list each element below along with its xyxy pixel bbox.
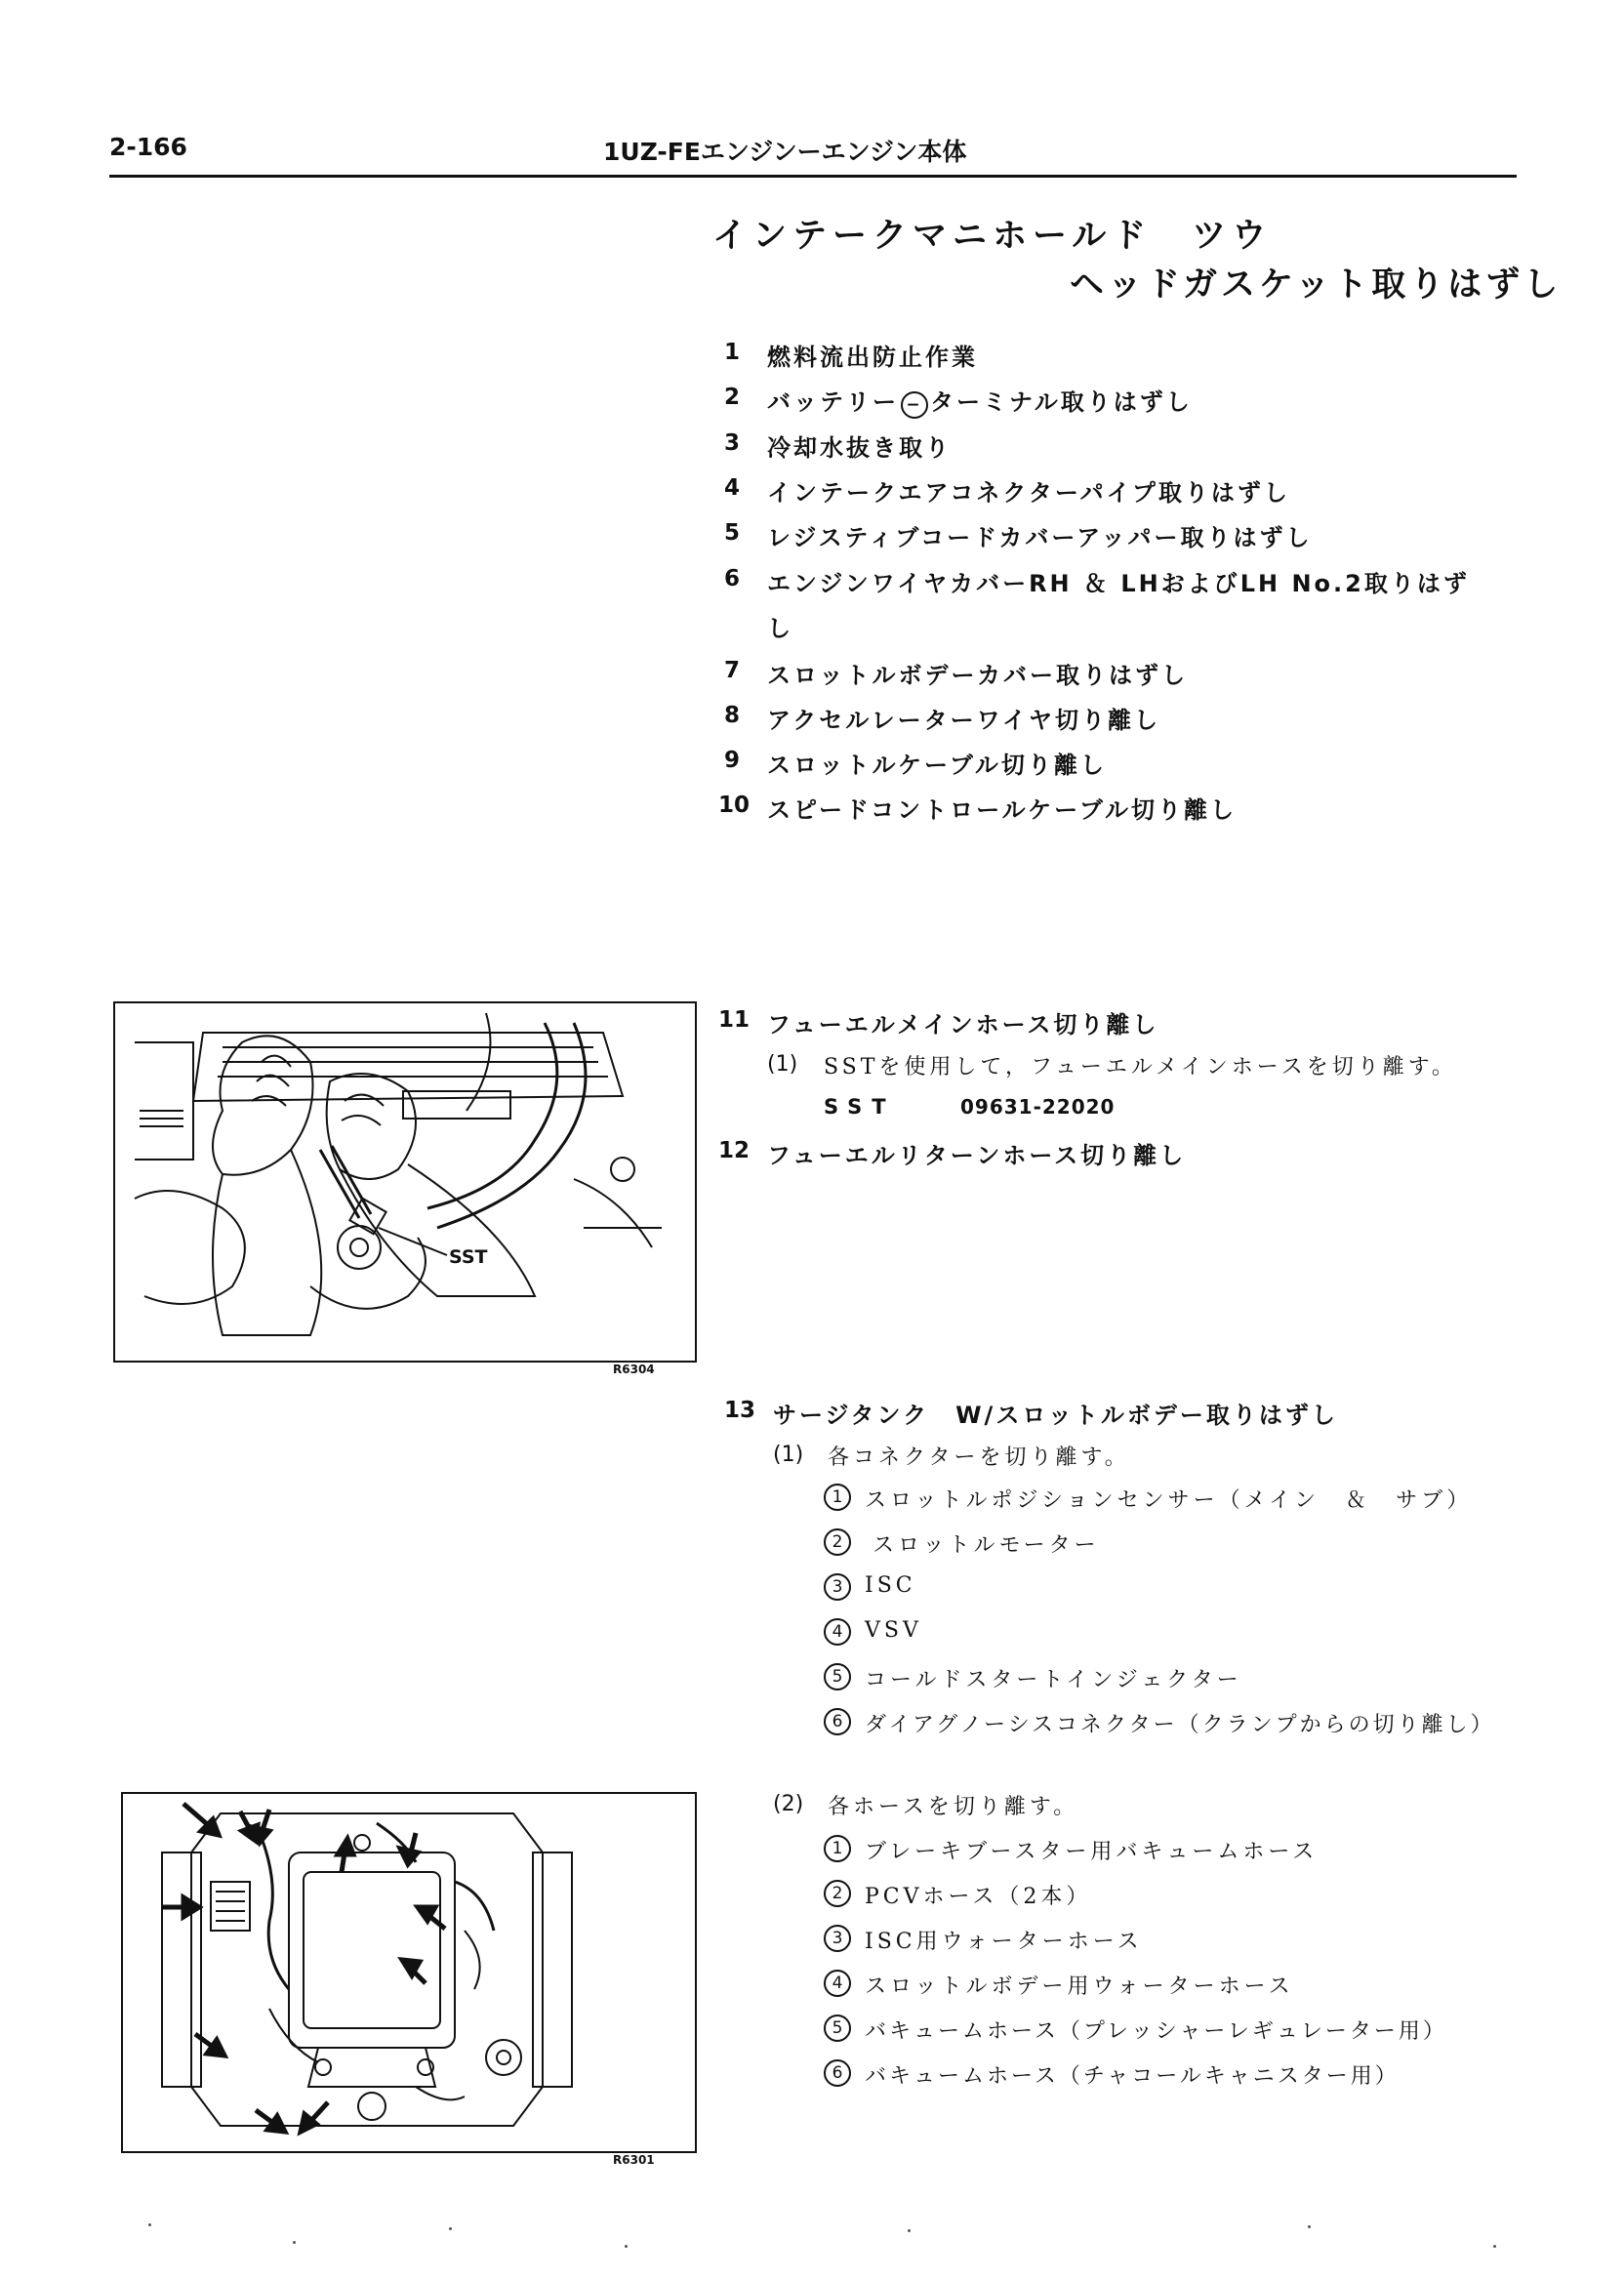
surge-tank-illustration [123,1794,695,2151]
step-text: スピードコントロールケーブル切り離し [767,796,1237,824]
substep-label: (2) [773,1792,804,1816]
step-text: フューエルリターンホース切り離し [767,1142,1187,1169]
list-item [824,1970,851,1997]
list-item-text: ブレーキブースター用バキュームホース [865,1840,1319,1864]
step-text: サージタンク W/スロットルボデー取りはずし [773,1402,1338,1429]
step-number: 6 [724,566,741,591]
list-item [824,2015,851,2042]
step-number: 9 [724,748,741,773]
list-item [824,2059,851,2087]
step-number: 11 [718,1007,751,1033]
step-text: スロットルボデーカバー取りはずし [767,662,1189,689]
step-text-part: ターミナル取りはずし [930,388,1193,416]
step-number: 10 [718,793,751,818]
substep-text: 各ホースを切り離す。 [828,1795,1079,1819]
list-item-text: スロットルモーター [873,1533,1100,1558]
number-circle-icon: 1 [824,1835,851,1862]
step-number: 7 [724,658,741,683]
list-item-text: PCVホース（2本） [865,1885,1092,1909]
list-item-text: コールドスタートインジェクター [865,1668,1242,1692]
substep-text: 各コネクターを切り離す。 [828,1445,1130,1470]
number-circle-icon: 2 [824,1528,851,1556]
figure-surge-tank-hoses [121,1792,697,2153]
substep-text: SSTを使用して，フューエルメインホースを切り離す。 [824,1055,1457,1079]
number-circle-icon: 6 [824,2059,851,2087]
page-number: 2-166 [109,133,187,161]
step-number: 1 [724,340,741,365]
list-item-text: スロットルボデー用ウォーターホース [865,1975,1294,1999]
list-item-text: バキュームホース（プレッシャーレギュレーター用） [865,2019,1447,2044]
list-item-text: バキュームホース（チャコールキャニスター用） [865,2064,1400,2089]
list-item [824,1708,851,1735]
step-number: 13 [724,1398,756,1423]
number-circle-icon: 3 [824,1925,851,1952]
step-text: インテークエアコネクターパイプ取りはずし [767,479,1290,507]
step-number: 8 [724,703,741,728]
list-item-text: ISC [865,1573,916,1598]
figure-label-sst: SST [449,1246,488,1268]
step-text-continuation: し [767,615,793,642]
list-item [824,1618,851,1646]
list-item [824,1528,851,1556]
step-number: 12 [718,1138,751,1163]
step-text: レジスティブコードカバーアッパー取りはずし [767,524,1313,551]
list-item [824,1925,851,1952]
number-circle-icon: 6 [824,1708,851,1735]
list-item [824,1880,851,1907]
minus-circle-icon: − [901,391,928,419]
sst-code: 09631-22020 [960,1095,1116,1119]
step-number: 3 [724,430,741,456]
header-title: 1UZ-FEエンジンーエンジン本体 [603,138,967,166]
section-title-line2: ヘッドガスケット取りはずし [1070,265,1563,305]
number-circle-icon: 2 [824,1880,851,1907]
step-text: 冷却水抜き取り [767,434,952,462]
step-text [767,383,1193,419]
substep-label: (1) [767,1052,798,1077]
list-item [824,1835,851,1862]
step-text-part: バッテリー [767,388,899,416]
step-text: フューエルメインホース切り離し [767,1011,1159,1038]
step-text: エンジンワイヤカバーRH ＆ LHおよびLH No.2取りはず [767,570,1470,597]
engine-hands-illustration [115,1003,695,1361]
list-item-text: VSV [865,1618,922,1643]
list-item [824,1573,851,1601]
figure-code: R6301 [613,2153,655,2167]
number-circle-icon: 1 [824,1484,851,1511]
step-number: 2 [724,385,741,410]
list-item-text: ISC用ウォーターホース [865,1930,1143,1954]
number-circle-icon: 4 [824,1618,851,1646]
step-text: スロットルケーブル切り離し [767,752,1107,779]
list-item-text: ダイアグノーシスコネクター（クランプからの切り離し） [865,1713,1495,1737]
list-item [824,1663,851,1690]
step-number: 5 [724,520,741,546]
header-rule [109,175,1517,178]
number-circle-icon: 4 [824,1970,851,1997]
number-circle-icon: 5 [824,1663,851,1690]
list-item-text: スロットルポジションセンサー（メイン ＆ サブ） [865,1488,1473,1513]
sst-label: SST [824,1095,896,1119]
figure-sst-fuel-hose [113,1001,697,1363]
substep-label: (1) [773,1443,804,1467]
step-number: 4 [724,475,741,501]
list-item [824,1484,851,1511]
section-title-line1: インテークマニホールド ツウ [712,217,1273,256]
step-text: 燃料流出防止作業 [767,344,978,371]
number-circle-icon: 5 [824,2015,851,2042]
number-circle-icon: 3 [824,1573,851,1601]
step-text: アクセルレーターワイヤ切り離し [767,707,1160,734]
figure-code: R6304 [613,1363,655,1376]
